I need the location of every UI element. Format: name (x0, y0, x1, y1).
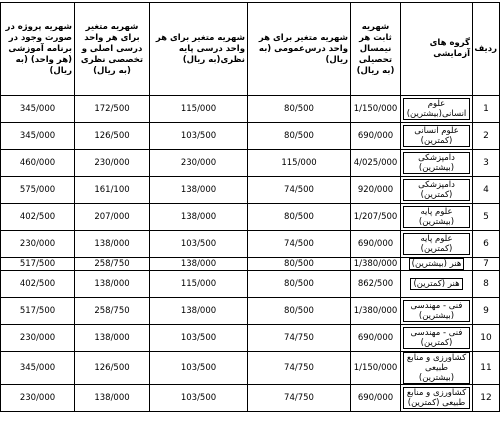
cell-row-number: 4 (473, 177, 500, 204)
cell-major-course-fee: 138/000 (75, 231, 150, 258)
cell-fixed-tuition: 690/000 (351, 123, 401, 150)
table-row (1, 123, 500, 150)
cell-major-course-fee: 207/000 (75, 204, 150, 231)
table-row (1, 271, 500, 298)
cell-major-course-fee: 161/100 (75, 177, 150, 204)
cell-row-number: 5 (473, 204, 500, 231)
table-row (1, 385, 500, 412)
cell-row-number: 10 (473, 325, 500, 352)
cell-base-course-fee: 138/000 (150, 258, 248, 271)
cell-group (401, 325, 473, 352)
cell-base-course-fee: 230/000 (150, 150, 248, 177)
cell-base-course-fee: 115/000 (150, 96, 248, 123)
group-label: علوم پایه (کمترین) (403, 233, 470, 255)
table-row (1, 177, 500, 204)
header-group: گروه های آزمایشی (401, 3, 473, 96)
header-row-number: ردیف (473, 3, 500, 96)
group-label: علوم پایه (بیشترین) (403, 206, 470, 228)
cell-project-fee: 345/000 (1, 96, 75, 123)
tuition-table (0, 2, 500, 412)
cell-fixed-tuition: 1/207/500 (351, 204, 401, 231)
cell-major-course-fee: 138/000 (75, 385, 150, 412)
cell-fixed-tuition: 862/500 (351, 271, 401, 298)
cell-fixed-tuition: 920/000 (351, 177, 401, 204)
header-general-course-fee: شهریه متغیر برای هر واحد درس‌عمومی (به ریال) (248, 3, 351, 96)
cell-group (401, 96, 473, 123)
cell-group (401, 231, 473, 258)
cell-group (401, 150, 473, 177)
group-label: فنی - مهندسی (بیشترین) (403, 300, 470, 322)
cell-general-course-fee: 74/500 (248, 231, 351, 258)
cell-project-fee: 517/500 (1, 298, 75, 325)
cell-project-fee: 460/000 (1, 150, 75, 177)
cell-major-course-fee: 126/500 (75, 352, 150, 385)
cell-row-number: 6 (473, 231, 500, 258)
cell-base-course-fee: 103/500 (150, 385, 248, 412)
header-base-course-fee: شهریه متغیر برای هر واحد درسی پایه نظری(به ریال) (150, 3, 248, 96)
table-row (1, 96, 500, 123)
cell-general-course-fee: 74/750 (248, 385, 351, 412)
cell-project-fee: 230/000 (1, 385, 75, 412)
cell-row-number: 2 (473, 123, 500, 150)
cell-group (401, 204, 473, 231)
cell-general-course-fee: 74/500 (248, 177, 351, 204)
group-label: کشاورزی و منابع طبیعی (کمترین) (403, 387, 470, 409)
cell-base-course-fee: 115/000 (150, 271, 248, 298)
cell-general-course-fee: 74/750 (248, 325, 351, 352)
cell-group (401, 123, 473, 150)
cell-base-course-fee: 103/500 (150, 231, 248, 258)
cell-row-number: 9 (473, 298, 500, 325)
group-label: فنی - مهندسی (کمترین) (403, 327, 470, 349)
cell-fixed-tuition: 1/150/000 (351, 352, 401, 385)
cell-general-course-fee: 80/500 (248, 96, 351, 123)
cell-fixed-tuition: 690/000 (351, 325, 401, 352)
cell-group (401, 271, 473, 298)
cell-project-fee: 575/000 (1, 177, 75, 204)
cell-group (401, 352, 473, 385)
cell-major-course-fee: 230/000 (75, 150, 150, 177)
cell-base-course-fee: 138/000 (150, 298, 248, 325)
cell-general-course-fee: 115/000 (248, 150, 351, 177)
cell-fixed-tuition: 1/150/000 (351, 96, 401, 123)
cell-group (401, 298, 473, 325)
table-row (1, 325, 500, 352)
cell-fixed-tuition: 1/380/000 (351, 258, 401, 271)
cell-major-course-fee: 258/750 (75, 298, 150, 325)
cell-base-course-fee: 138/000 (150, 204, 248, 231)
cell-base-course-fee: 138/000 (150, 177, 248, 204)
cell-group (401, 177, 473, 204)
cell-fixed-tuition: 4/025/000 (351, 150, 401, 177)
cell-base-course-fee: 103/500 (150, 325, 248, 352)
table-header (1, 3, 500, 96)
cell-group (401, 258, 473, 271)
cell-row-number: 7 (473, 258, 500, 271)
cell-fixed-tuition: 690/000 (351, 231, 401, 258)
table-row (1, 231, 500, 258)
cell-project-fee: 345/000 (1, 352, 75, 385)
cell-fixed-tuition: 690/000 (351, 385, 401, 412)
cell-general-course-fee: 80/500 (248, 204, 351, 231)
group-label: کشاورزی و منابع طبیعی (بیشترین) (403, 352, 470, 384)
cell-row-number: 3 (473, 150, 500, 177)
cell-project-fee: 517/500 (1, 258, 75, 271)
cell-group (401, 385, 473, 412)
cell-major-course-fee: 138/000 (75, 325, 150, 352)
cell-base-course-fee: 103/500 (150, 352, 248, 385)
header-fixed-tuition: شهریه ثابت هر نیمسال تحصیلی (به ریال) (351, 3, 401, 96)
table-body (1, 96, 500, 412)
group-label: علوم انسانی (کمترین) (403, 125, 470, 147)
cell-row-number: 1 (473, 96, 500, 123)
group-label: دامپزشکی (کمترین) (403, 179, 470, 201)
cell-base-course-fee: 103/500 (150, 123, 248, 150)
cell-project-fee: 402/500 (1, 204, 75, 231)
cell-major-course-fee: 172/500 (75, 96, 150, 123)
group-label: علوم انسانی(بیشترین) (403, 98, 470, 120)
header-project-fee: شهریه پروژه در صورت وجود در برنامه آموزشی (هر واحد) (به ریال) (1, 3, 75, 96)
table-row (1, 298, 500, 325)
cell-fixed-tuition: 1/380/000 (351, 298, 401, 325)
group-label: دامپزشکی (بیشترین) (403, 152, 470, 174)
cell-general-course-fee: 80/500 (248, 258, 351, 271)
table-row (1, 204, 500, 231)
cell-major-course-fee: 138/000 (75, 271, 150, 298)
table-row (1, 150, 500, 177)
header-major-course-fee: شهریه متغیر برای هر واحد درسی اصلی و تخصصی نظری (به ریال) (75, 3, 150, 96)
cell-project-fee: 230/000 (1, 231, 75, 258)
cell-row-number: 8 (473, 271, 500, 298)
table-row (1, 258, 500, 271)
cell-row-number: 11 (473, 352, 500, 385)
group-label: هنر (کمترین) (410, 278, 462, 290)
cell-project-fee: 345/000 (1, 123, 75, 150)
cell-major-course-fee: 126/500 (75, 123, 150, 150)
cell-general-course-fee: 80/500 (248, 271, 351, 298)
cell-general-course-fee: 80/500 (248, 298, 351, 325)
cell-project-fee: 230/000 (1, 325, 75, 352)
cell-general-course-fee: 80/500 (248, 123, 351, 150)
table-row (1, 352, 500, 385)
cell-general-course-fee: 74/750 (248, 352, 351, 385)
cell-project-fee: 402/500 (1, 271, 75, 298)
cell-major-course-fee: 258/750 (75, 258, 150, 271)
cell-row-number: 12 (473, 385, 500, 412)
group-label: هنر (بیشترین) (409, 258, 465, 270)
